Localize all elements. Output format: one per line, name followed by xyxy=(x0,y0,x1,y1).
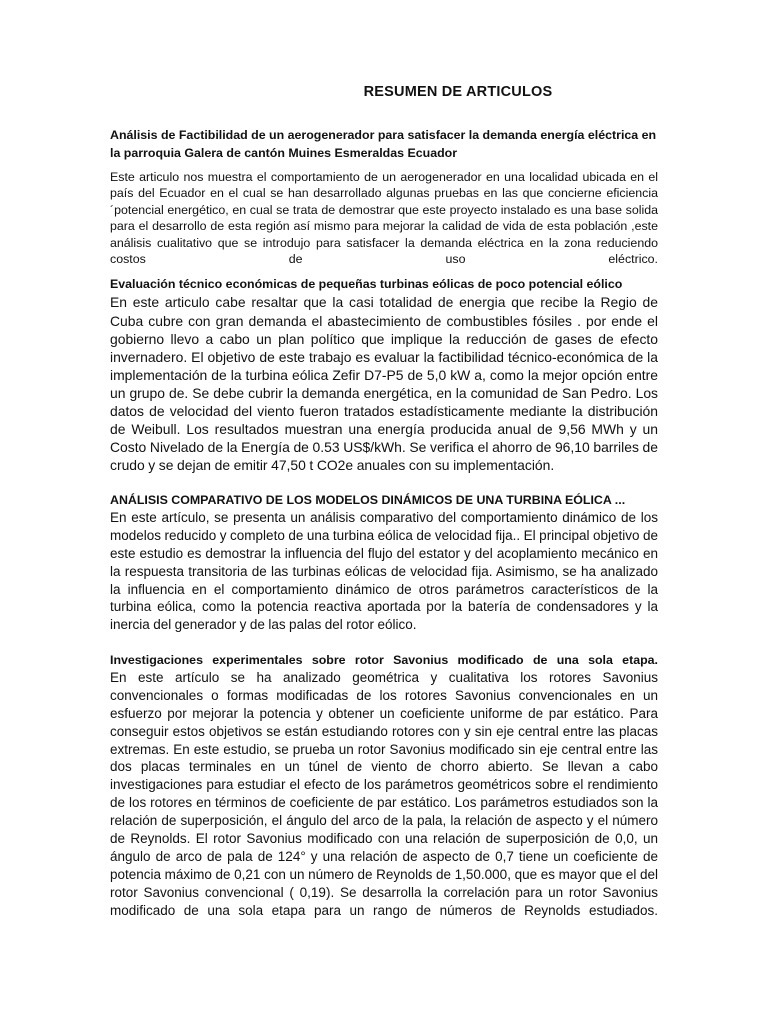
article-3-title: ANÁLISIS COMPARATIVO DE LOS MODELOS DINÁMICOS DE UNA TURBINA EÓLICA ... xyxy=(110,493,626,508)
article-4-title: Investigaciones experimentales sobre rotor Savonius modificado de una sola etapa. xyxy=(110,652,658,667)
article-1-body: Este articulo nos muestra el comportamiento de un aerogenerador en una localidad ubicada en el país del Ecuador en el cual se han desarrollado algunas pruebas en las que concierne eficiencia ´potencial energético, en cual se trata de demostrar que este proyecto instalado es una base solida para el desarrollo de esta región así mismo para mejorar la calidad de vida de esta población ,este análisis cualitativo que se introdujo para satisfacer la demanda eléctrica en la zona reduciendo costos de uso eléctrico. xyxy=(110,170,658,267)
article-4 xyxy=(110,652,658,920)
article-2-body: En este articulo cabe resaltar que la casi totalidad de energia que recibe la Regio de Cuba cubre con gran demanda el abastecimiento de combustibles fósiles . por ende el gobierno llevo a cabo un plan político que implique la reducción de gases de efecto invernadero. El objetivo de este trabajo es evaluar la factibilidad técnico-económica de la implementación de la turbina eólica Zefir D7-P5 de 5,0 kW a, como la mejor opción entre un grupo de. Se debe cubrir la demanda energética, en la comunidad de San Pedro. Los datos de velocidad del viento fueron tratados estadísticamente mediante la distribución de Weibull. Los resultados muestran una energía producida anual de 9,56 MWh y un Costo Nivelado de la Energía de 0.53 US$/kWh. Se verifica el ahorro de 96,10 barriles de crudo y se dejan de emitir 47,50 t CO2e anuales con su implementación. xyxy=(110,294,658,474)
article-1 xyxy=(110,126,658,267)
document-title: RESUMEN DE ARTICULOS xyxy=(363,84,553,100)
article-2 xyxy=(110,276,658,474)
article-2-title: Evaluación técnico económicas de pequeñas turbinas eólicas de poco potencial eólico xyxy=(110,277,623,292)
article-4-body: En este artículo se ha analizado geométrica y cualitativa los rotores Savonius convencionales o formas modificadas de los rotores Savonius convencionales en un esfuerzo por mejorar la potencia y obtener un coeficiente uniforme de par estático. Para conseguir estos objetivos se están estudiando rotores con y sin eje central entre las placas extremas. En este estudio, se prueba un rotor Savonius modificado sin eje central entre las dos placas terminales en un túnel de viento de chorro abierto. Se llevan a cabo investigaciones para estudiar el efecto de los parámetros geométricos sobre el rendimiento de los rotores en términos de coeficiente de par estático. Los parámetros estudiados son la relación de superposición, el ángulo del arco de la pala, la relación de aspecto y el número de Reynolds. El rotor Savonius modificado con una relación de superposición de 0,0, un ángulo de arco de pala de 124° y una relación de aspecto de 0,7 tiene un coeficiente de potencia máximo de 0,21 con un número de Reynolds de 1,50.000, que es mayor que el del rotor Savonius convencional ( 0,19). Se desarrolla la correlación para un rotor Savonius modificado de una sola etapa para un rango de números de Reynolds estudiados. xyxy=(110,669,658,918)
article-3 xyxy=(110,492,658,634)
document-page xyxy=(110,84,658,920)
article-1-title: Análisis de Factibilidad de un aerogenerador para satisfacer la demanda energía eléctrica en la parroquia Galera de cantón Muines Esmeraldas Ecuador xyxy=(110,128,657,160)
article-3-body: En este artículo, se presenta un análisis comparativo del comportamiento dinámico de los modelos reducido y completo de una turbina eólica de velocidad fija.. El principal objetivo de este estudio es demostrar la influencia del flujo del estator y del acoplamiento mecánico en la respuesta transitoria de las turbinas eólicas de velocidad fija. Asimismo, se ha analizado la influencia en el comportamiento dinámico de otros parámetros característicos de la turbina eólica, como la potencia reactiva aportada por la batería de condensadores y la inercia del generador y de las palas del rotor eólico. xyxy=(110,510,658,633)
